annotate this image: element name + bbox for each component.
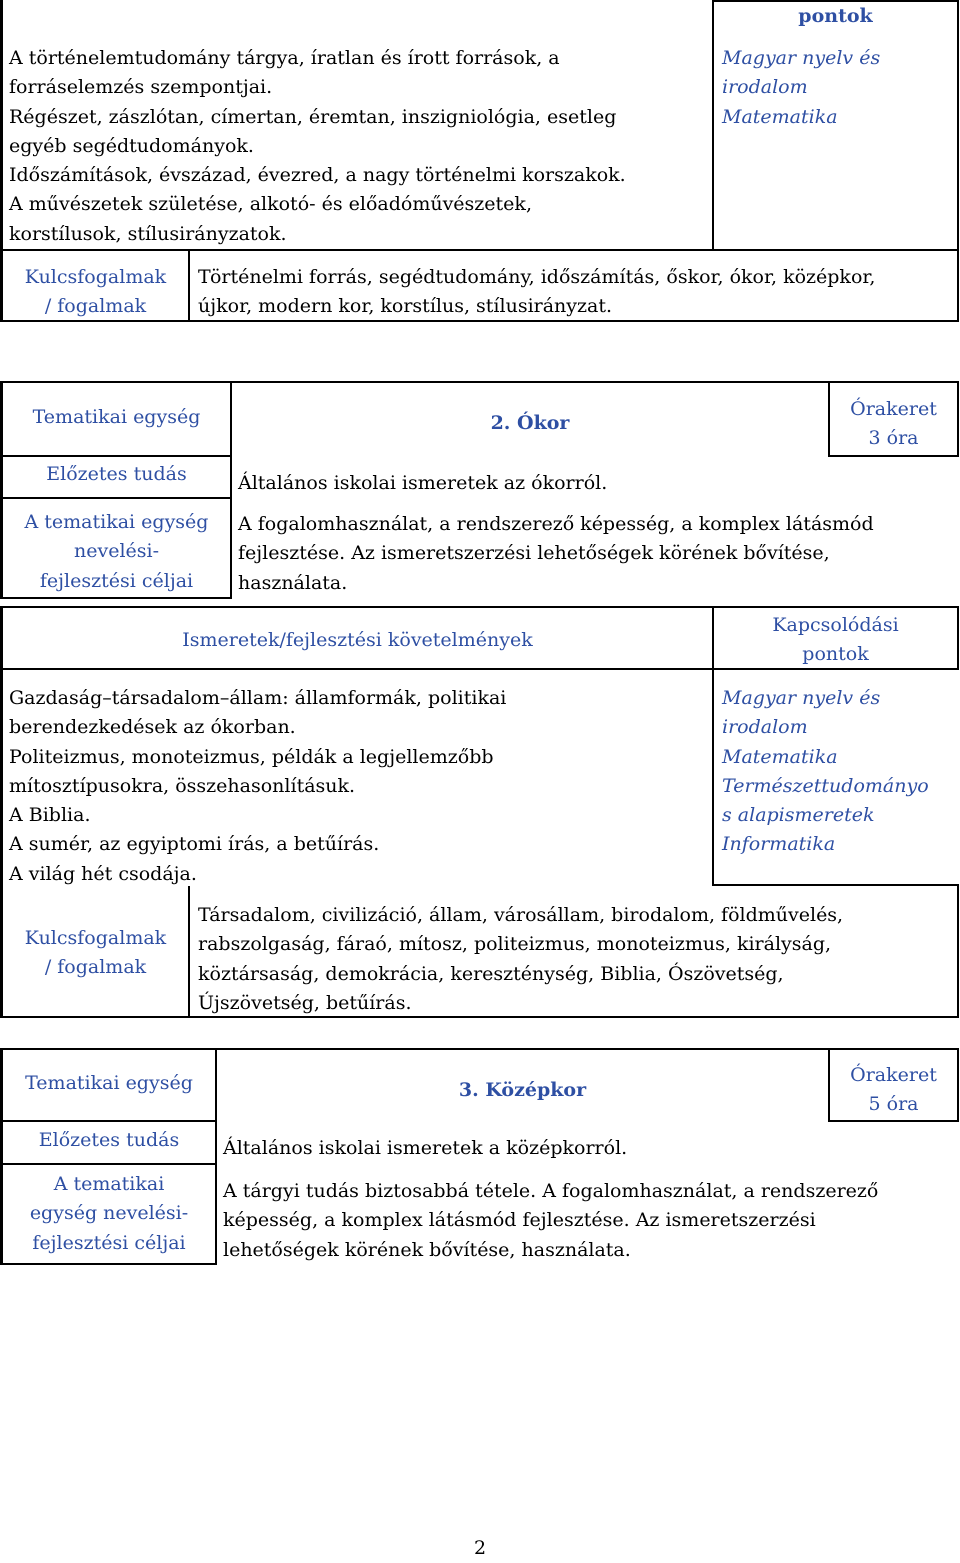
block3-unit-label: Tematikai egység — [25, 1072, 193, 1094]
link-item: Magyar nyelv és — [722, 47, 881, 69]
req-line: Politeizmus, monoteizmus, példák a legjellemzőbb — [9, 745, 494, 768]
block3-prior-text: Általános iskolai ismeretek a középkorról. — [223, 1137, 628, 1159]
block2-prior-label: Előzetes tudás — [46, 463, 187, 485]
block1-key-label: Kulcsfogalmak / fogalmak — [24, 266, 167, 318]
req-line: mítosztípusokra, összehasonlításuk. — [9, 774, 356, 797]
content-line: A történelemtudomány tárgya, íratlan és írott források, a — [9, 47, 560, 69]
link-item: Magyar nyelv és — [722, 687, 881, 709]
content-line: Régészet, zászlótan, címertan, éremtan, inszigniológia, esetleg — [9, 105, 617, 128]
block1-links — [722, 44, 952, 132]
link-item: irodalom — [722, 716, 808, 739]
content-line: A művészetek születése, alkotó- és előadóművészetek, — [9, 193, 532, 216]
link-item: Matematika — [722, 745, 838, 768]
req-line: A világ hét csodája. — [9, 862, 197, 885]
block1-header-right: pontok — [798, 5, 873, 27]
req-line: berendezkedések az ókorban. — [9, 716, 296, 739]
link-item: irodalom — [722, 76, 808, 99]
req-line: A Biblia. — [9, 804, 91, 827]
block2-key-label: Kulcsfogalmak / fogalmak — [24, 927, 167, 979]
block2-unit-title: 2. Ókor — [490, 412, 570, 434]
content-line: egyéb segédtudományok. — [9, 134, 254, 157]
block3-hours: Órakeret 5 óra — [850, 1064, 937, 1116]
block2-links-header: Kapcsolódási pontok — [772, 614, 899, 666]
block2-key-text: Társadalom, civilizáció, állam, városállam, birodalom, földművelés, rabszolgaság, fáraó, mítosz, politeizmus, monoteizmus, királyság, köztársaság, demokrácia, kereszténység, Biblia, Ószövetség, Újszövetség, betűírás. — [198, 904, 844, 1014]
block2-req-list — [9, 684, 709, 889]
block1-key-text: Történelmi forrás, segédtudomány, időszámítás, őskor, ókor, középkor, újkor, modern kor, korstílus, stílusirányzat. — [198, 266, 876, 318]
block2-goals-text: A fogalomhasználat, a rendszerező képesség, a komplex látásmód fejlesztése. Az ismeretszerzési lehetőségek körének bővítése, használata. — [238, 513, 874, 594]
block1-content — [9, 44, 709, 249]
content-line: korstílusok, stílusirányzatok. — [9, 222, 287, 245]
block2-hours: Órakeret 3 óra — [850, 398, 937, 450]
content-line: forráselemzés szempontjai. — [9, 76, 273, 99]
link-item: s alapismeretek — [722, 804, 875, 827]
block2-req-header: Ismeretek/fejlesztési követelmények — [182, 629, 533, 651]
block3-goals-text: A tárgyi tudás biztosabbá tétele. A fogalomhasználat, a rendszerező képesség, a komplex látásmód fejlesztése. Az ismeretszerzési lehetőségek körének bővítése, használata. — [223, 1180, 879, 1261]
block2-prior-text: Általános iskolai ismeretek az ókorról. — [238, 472, 608, 494]
page-number: 2 — [473, 1537, 487, 1559]
content-line: Időszámítások, évszázad, évezred, a nagy történelmi korszakok. — [9, 164, 626, 187]
block3-unit-title: 3. Középkor — [458, 1079, 587, 1101]
block2-links — [722, 684, 957, 860]
req-line: Gazdaság–társadalom–állam: államformák, politikai — [9, 687, 507, 709]
block2-unit-label: Tematikai egység — [32, 406, 201, 428]
link-item: Informatika — [722, 833, 836, 856]
block3-goals-label: A tematikai egység nevelési- fejlesztési céljai — [29, 1173, 189, 1254]
link-item: Természettudományo — [722, 774, 929, 797]
block3-prior-label: Előzetes tudás — [38, 1129, 180, 1151]
block2-goals-label: A tematikai egység nevelési- fejlesztési céljai — [24, 511, 209, 592]
link-item: Matematika — [722, 105, 838, 128]
req-line: A sumér, az egyiptomi írás, a betűírás. — [9, 833, 380, 856]
